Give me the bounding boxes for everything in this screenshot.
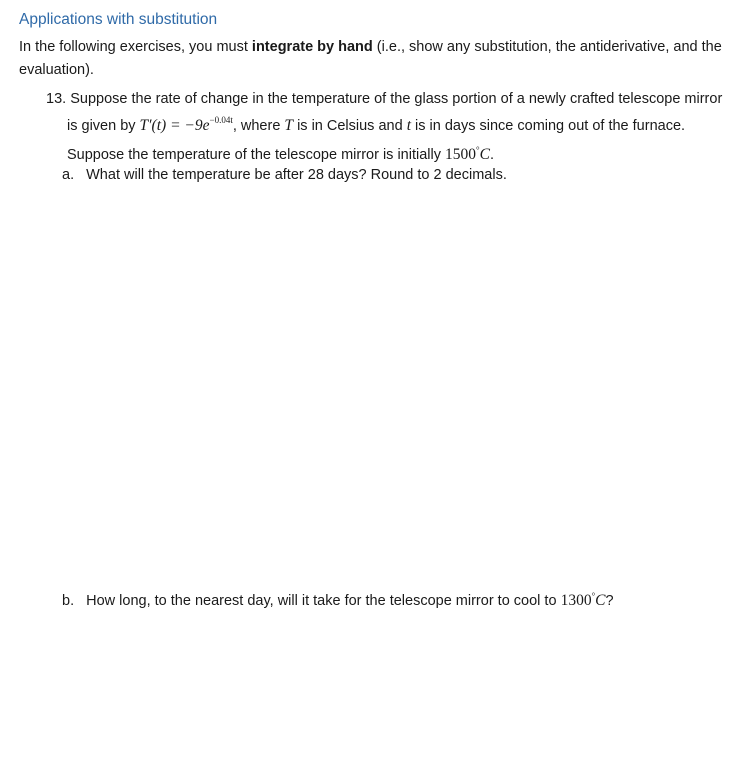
- initial-temperature: 1500°C: [445, 145, 490, 163]
- part-b: b. How long, to the nearest day, will it take for the telescope mirror to cool to 1300°C?: [62, 591, 614, 609]
- problem-line-3: Suppose the temperature of the telescope mirror is initially 1500°C.: [67, 145, 494, 163]
- instructions-paragraph: [19, 36, 741, 82]
- part-a: [62, 167, 507, 183]
- problem-number: 13.: [46, 91, 67, 107]
- formula-exponent: −0.04t: [209, 115, 233, 125]
- variable-T: T: [284, 117, 294, 134]
- part-b-label: b.: [62, 593, 75, 609]
- part-a-label: a.: [62, 167, 75, 183]
- instructions-emphasis: integrate by hand: [251, 39, 373, 55]
- instructions-text-end: (i.e., show any substitution, the antiderivative, and the evaluation).: [19, 39, 722, 78]
- variable-t: t: [406, 117, 411, 134]
- part-b-question: How long, to the nearest day, will it take for the telescope mirror to cool to: [86, 593, 561, 609]
- where-text: , where: [232, 118, 285, 134]
- degree-symbol-b: °: [591, 591, 596, 601]
- rate-formula: [140, 117, 233, 134]
- given-by-text: is given by: [67, 118, 140, 134]
- problem-line-1: [46, 91, 722, 107]
- part-a-question: What will the temperature be after 28 days? Round to 2 decimals.: [86, 167, 507, 183]
- degree-symbol: °: [476, 145, 480, 155]
- instructions-text-start: In the following exercises, you must: [19, 39, 252, 55]
- initial-condition-text: Suppose the temperature of the telescope mirror is initially: [67, 147, 445, 163]
- days-text: is in days since coming out of the furnace.: [411, 118, 686, 134]
- celsius-text: is in Celsius and: [293, 118, 407, 134]
- problem-line-2: [67, 115, 685, 135]
- formula-lhs: T′(t) = −9e: [139, 117, 210, 134]
- section-heading: Applications with substitution: [19, 11, 218, 28]
- problem-statement-line-1: Suppose the rate of change in the temperature of the glass portion of a newly crafted telescope mirror: [70, 91, 723, 107]
- target-temperature: 1300°C: [560, 591, 606, 609]
